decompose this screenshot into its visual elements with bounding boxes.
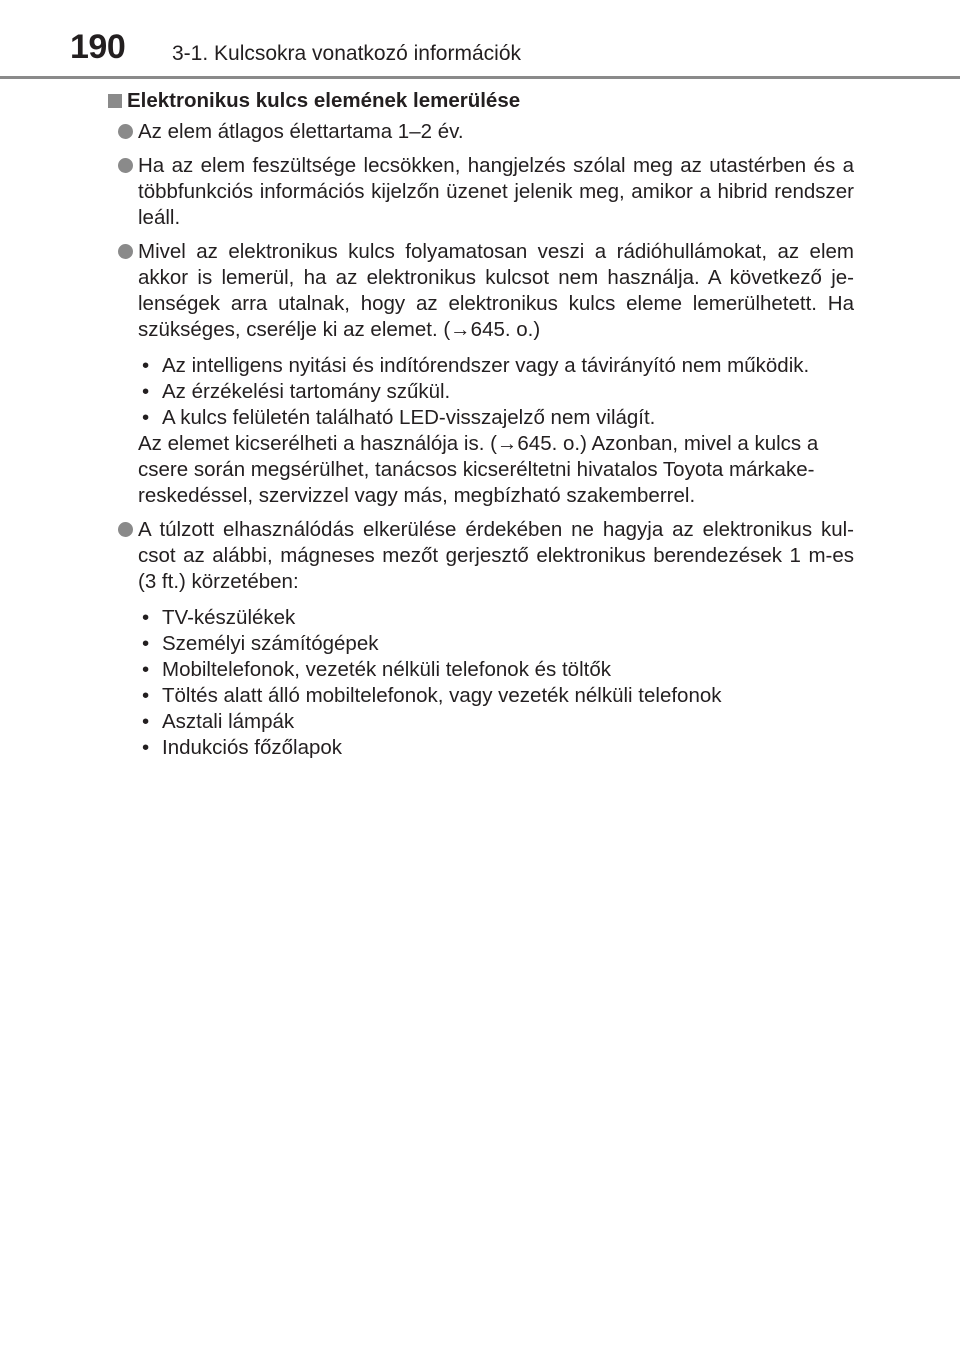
section-title: 3-1. Kulcsokra vonatkozó információk: [172, 42, 521, 65]
sub-bullet-item: [138, 657, 854, 683]
note-text: Az elemet kicserélheti a használója is. (→645. o.) Azonban, mivel a kulcs a csere során megsérülhet, tanácsos kicseréltetni hivatalos Toyota márkake-reskedéssel, szervizzel vagy más, megbízható szakemberrel.: [138, 432, 819, 507]
bullet-dot-icon: •: [142, 632, 150, 655]
sub-bullet-text: Személyi számítógépek: [162, 632, 379, 655]
page-number: 190: [70, 28, 126, 66]
sub-bullet-text: Az érzékelési tartomány szűkül.: [162, 380, 451, 403]
sub-bullet-item: [138, 735, 854, 761]
bullet-dot-icon: •: [142, 658, 150, 681]
sub-bullet-item: [138, 631, 854, 657]
list-item: [108, 153, 854, 231]
circle-bullet-icon: [118, 244, 133, 259]
section-heading-text: Elektronikus kulcs elemének lemerülése: [127, 89, 521, 112]
sub-bullet-item: [138, 353, 854, 379]
bullet-dot-icon: •: [142, 684, 150, 707]
bullet-dot-icon: •: [142, 354, 150, 377]
list-item-text: Ha az elem feszültsége lecsökken, hangjelzés szólal meg az utastérben és a többfunkciós információs kijelzőn üzenet jelenik meg, amikor a hibrid rendszer leáll.: [138, 154, 854, 229]
sub-bullet-item: [138, 379, 854, 405]
header-divider: [0, 76, 960, 79]
square-bullet-icon: [108, 94, 122, 108]
section-heading: [108, 88, 854, 114]
bullet-dot-icon: •: [142, 710, 150, 733]
sub-bullet-text: Mobiltelefonok, vezeték nélküli telefonok és töltők: [162, 658, 611, 681]
circle-bullet-icon: [118, 158, 133, 173]
sub-bullet-item: [138, 709, 854, 735]
bullet-dot-icon: •: [142, 736, 150, 759]
bullet-dot-icon: •: [142, 406, 150, 429]
circle-bullet-icon: [118, 522, 133, 537]
sub-bullet-item: [138, 683, 854, 709]
sub-bullet-list: [138, 353, 854, 431]
sub-bullet-text: TV-készülékek: [162, 606, 296, 629]
list-item: [108, 517, 854, 761]
list-item-text: A túlzott elhasználódás elkerülése érdekében ne hagyja az elektronikus kul-csot az alábbi, mágneses mezőt gerjesztő elektronikus berendezések 1 m-es (3 ft.) körzetében:: [138, 518, 854, 593]
bullet-dot-icon: •: [142, 380, 150, 403]
sub-bullet-text: Asztali lámpák: [162, 710, 295, 733]
bullet-dot-icon: •: [142, 606, 150, 629]
sub-bullet-text: Töltés alatt álló mobiltelefonok, vagy vezeték nélküli telefonok: [162, 684, 722, 707]
list-item-text: Az elem átlagos élettartama 1–2 év.: [138, 120, 464, 143]
sub-bullet-item: [138, 405, 854, 431]
page-header: [0, 0, 960, 80]
sub-bullet-text: Indukciós főzőlapok: [162, 736, 343, 759]
sub-bullet-text: Az intelligens nyitási és indítórendszer vagy a távirányító nem működik.: [162, 354, 810, 377]
list-item: [108, 239, 854, 509]
sub-bullet-list: [138, 605, 854, 761]
sub-bullet-text: A kulcs felületén található LED-visszajelző nem világít.: [162, 406, 656, 429]
list-item: [108, 119, 854, 145]
circle-bullet-icon: [118, 124, 133, 139]
page-content: [108, 88, 854, 769]
sub-bullet-item: [138, 605, 854, 631]
list-item-text: Mivel az elektronikus kulcs folyamatosan veszi a rádióhullámokat, az elem akkor is lemerül, ha az elektronikus kulcsot nem használja. A következő je-lenségek arra utalnak, hogy az elektronikus kulcs eleme lemerülhetett. Ha szükséges, cserélje ki az elemet. (→645. o.): [138, 240, 854, 341]
